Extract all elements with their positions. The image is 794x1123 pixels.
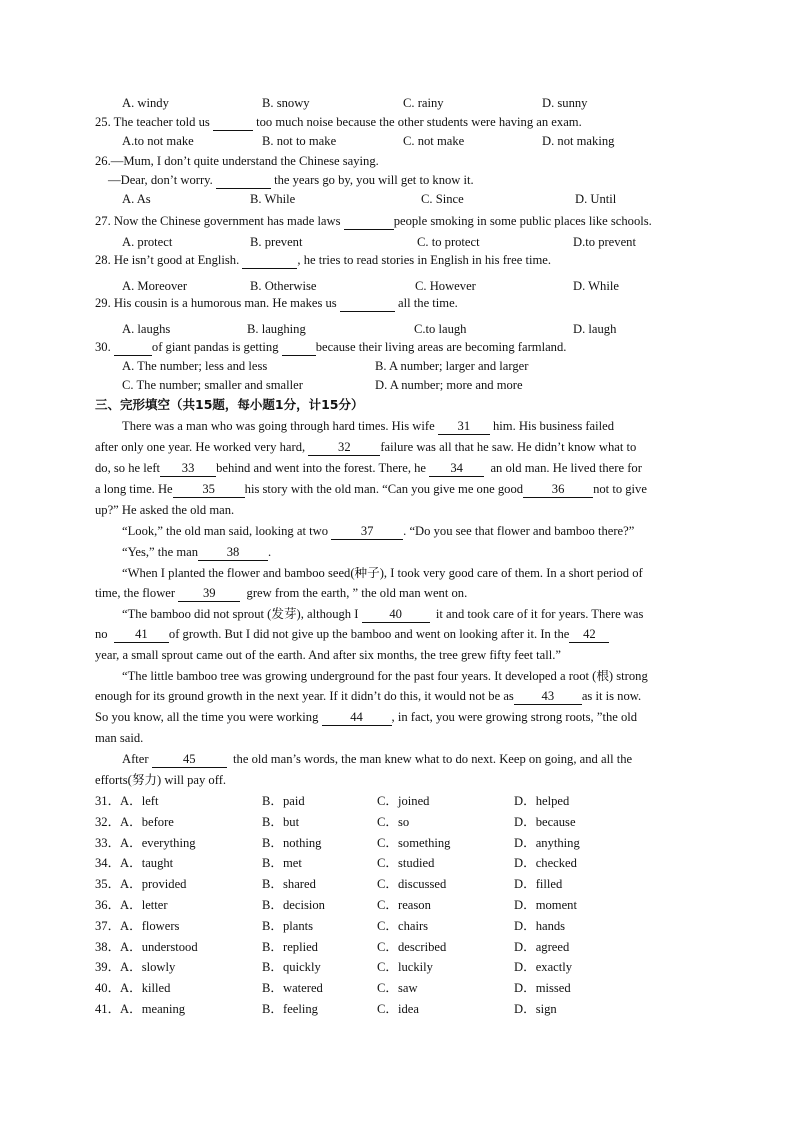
q30-option-a[interactable]: A. The number; less and less	[122, 359, 268, 373]
cloze-option-a[interactable]: A．killed	[120, 981, 171, 996]
passage-text: behind and went into the forest. There, he	[216, 461, 427, 475]
q29-option-d[interactable]: D. laugh	[573, 322, 617, 336]
q26-line2	[108, 174, 474, 189]
cloze-option-b[interactable]: B．shared	[262, 877, 316, 892]
passage-text: his story with the old man. “Can you give me one good	[244, 482, 524, 496]
passage-line-5: up?” He asked the old man.	[95, 503, 235, 517]
cloze-option-a[interactable]: A．before	[120, 814, 174, 829]
cloze-option-a[interactable]: A．left	[120, 794, 159, 808]
q26-stem-pre: —Dear, don’t worry.	[108, 173, 213, 187]
cloze-item-number: 40．	[95, 981, 121, 996]
q30-option-b[interactable]: B. A number; larger and larger	[375, 359, 529, 373]
q26-option-d[interactable]: D. Until	[575, 192, 617, 206]
passage-text: There was a man who was going through hard times. His wife	[122, 419, 435, 433]
blank-43[interactable]: 43	[514, 690, 582, 705]
cloze-option-c[interactable]: C．discussed	[377, 877, 447, 892]
blank-41[interactable]: 41	[114, 628, 169, 643]
cloze-option-d[interactable]: D．hands	[514, 918, 566, 933]
q25-blank[interactable]	[213, 116, 253, 131]
cloze-option-c[interactable]: C．described	[377, 939, 447, 954]
passage-line-6	[122, 525, 634, 540]
cloze-option-a[interactable]: A．letter	[120, 898, 168, 912]
passage-text: “Look,” the old man said, looking at two	[122, 524, 329, 538]
cloze-option-c[interactable]: C．saw	[377, 981, 418, 996]
cloze-option-b[interactable]: B．feeling	[262, 1002, 318, 1016]
cloze-option-d[interactable]: D．checked	[514, 856, 577, 871]
q24-option-c[interactable]: C. rainy	[403, 96, 444, 110]
cloze-option-b[interactable]: B．paid	[262, 794, 305, 808]
cloze-item-number: 33．	[95, 835, 121, 850]
passage-text: So you know, all the time you were working	[95, 710, 319, 724]
cloze-option-d[interactable]: D．exactly	[514, 960, 573, 975]
q24-option-a[interactable]: A. windy	[122, 96, 169, 110]
q25-stem-post: too much noise because the other students were having an exam.	[256, 115, 582, 129]
q28-stem-pre: 28. He isn’t good at English.	[95, 253, 240, 267]
cloze-option-b[interactable]: B．watered	[262, 981, 323, 996]
blank-32[interactable]: 32	[308, 441, 380, 456]
q25-option-d[interactable]: D. not making	[542, 134, 615, 148]
passage-text: . “Do you see that flower and bamboo there?”	[403, 524, 635, 538]
blank-38[interactable]: 38	[198, 546, 268, 561]
cloze-option-b[interactable]: B．replied	[262, 939, 318, 954]
q29-blank[interactable]	[340, 297, 395, 312]
passage-text: enough for its ground growth in the next year. If it didn’t do this, it would not be as	[95, 689, 514, 703]
q26-option-a[interactable]: A. As	[122, 192, 151, 206]
blank-39[interactable]: 39	[178, 587, 240, 602]
passage-text: failure was all that he saw. He didn’t know what to	[380, 440, 637, 454]
q25-stem	[95, 116, 700, 131]
cloze-item-number: 35．	[95, 877, 121, 892]
passage-text: him. His business failed	[493, 419, 615, 433]
q27-stem	[95, 215, 700, 230]
blank-31[interactable]: 31	[438, 420, 490, 435]
cloze-option-c[interactable]: C．something	[377, 835, 451, 850]
q28-option-d[interactable]: D. While	[573, 279, 619, 293]
q30-stem	[95, 341, 700, 356]
q29-option-b[interactable]: B. laughing	[247, 322, 306, 336]
cloze-option-d[interactable]: D．anything	[514, 835, 580, 850]
q29-stem-post: all the time.	[398, 296, 458, 310]
passage-line-9	[95, 587, 467, 602]
passage-line-15	[95, 711, 700, 726]
q28-blank[interactable]	[242, 254, 297, 269]
passage-text: after only one year. He worked very hard,	[95, 440, 306, 454]
cloze-option-b[interactable]: B．but	[262, 814, 300, 829]
q27-option-c[interactable]: C. to protect	[417, 235, 480, 249]
blank-45[interactable]: 45	[152, 753, 227, 768]
cloze-item-number: 37．	[95, 918, 121, 933]
passage-text: not to give	[593, 482, 647, 496]
q30-option-d[interactable]: D. A number; more and more	[375, 378, 523, 392]
q26-line1: 26.—Mum, I don’t quite understand the Chinese saying.	[95, 154, 379, 168]
passage-text: time, the flower	[95, 586, 176, 600]
q24-option-b[interactable]: B. snowy	[262, 96, 310, 110]
q27-option-b[interactable]: B. prevent	[250, 235, 303, 249]
q25-option-c[interactable]: C. not make	[403, 134, 465, 148]
q30-blank-1[interactable]	[114, 341, 152, 356]
passage-text: an old man. He lived there for	[490, 461, 642, 475]
cloze-item-number: 38．	[95, 939, 121, 954]
cloze-item-number: 31．	[95, 794, 121, 808]
passage-line-1	[122, 420, 700, 435]
blank-44[interactable]: 44	[322, 711, 392, 726]
passage-line-13: “The little bamboo tree was growing underground for the past four years. It developed a root (根) strong	[122, 670, 648, 683]
q24-option-d[interactable]: D. sunny	[542, 96, 588, 110]
passage-line-10	[122, 608, 700, 623]
q30-option-c[interactable]: C. The number; smaller and smaller	[122, 378, 303, 392]
cloze-item-number: 36．	[95, 898, 121, 912]
cloze-option-d[interactable]: D．helped	[514, 794, 570, 808]
cloze-option-b[interactable]: B．quickly	[262, 960, 321, 975]
q28-stem	[95, 254, 700, 269]
q28-option-a[interactable]: A. Moreover	[122, 279, 188, 293]
cloze-option-c[interactable]: C．reason	[377, 898, 431, 912]
passage-line-7	[122, 546, 271, 561]
blank-34[interactable]: 34	[429, 462, 484, 477]
cloze-option-d[interactable]: D．filled	[514, 877, 563, 892]
passage-text: it and took care of it for years. There was	[435, 607, 644, 621]
cloze-item-number: 39．	[95, 960, 121, 975]
cloze-option-c[interactable]: C．luckily	[377, 960, 433, 975]
passage-line-18: efforts(努力) will pay off.	[95, 773, 227, 787]
cloze-item-number: 32．	[95, 814, 121, 829]
q28-option-c[interactable]: C. However	[415, 279, 476, 293]
q26-stem-post: the years go by, you will get to know it.	[274, 173, 474, 187]
cloze-option-b[interactable]: B．nothing	[262, 835, 322, 850]
q26-option-c[interactable]: C. Since	[421, 192, 464, 206]
cloze-option-b[interactable]: B．met	[262, 856, 302, 871]
cloze-option-c[interactable]: C．studied	[377, 856, 435, 871]
q30-blank-2[interactable]	[282, 341, 316, 356]
q26-blank[interactable]	[216, 174, 271, 189]
cloze-option-c[interactable]: C．so	[377, 814, 410, 829]
blank-42[interactable]: 42	[569, 628, 609, 643]
passage-text: a long time. He	[95, 482, 173, 496]
cloze-option-d[interactable]: D．missed	[514, 981, 571, 996]
cloze-option-d[interactable]: D．agreed	[514, 939, 570, 954]
passage-line-4	[95, 483, 700, 498]
blank-33[interactable]: 33	[160, 462, 216, 477]
blank-36[interactable]: 36	[523, 483, 593, 498]
q27-option-a[interactable]: A. protect	[122, 235, 173, 249]
cloze-option-a[interactable]: A．understood	[120, 939, 198, 954]
cloze-option-c[interactable]: C．joined	[377, 794, 430, 808]
passage-line-16: man said.	[95, 731, 144, 745]
passage-text: do, so he left	[95, 461, 161, 475]
cloze-option-d[interactable]: D．sign	[514, 1002, 557, 1016]
blank-37[interactable]: 37	[331, 525, 403, 540]
passage-line-11	[95, 628, 700, 643]
cloze-item-number: 34．	[95, 856, 121, 871]
passage-line-2	[95, 441, 700, 456]
cloze-option-a[interactable]: A．provided	[120, 877, 187, 892]
q27-option-d[interactable]: D.to prevent	[573, 235, 636, 249]
q30-stem-mid1: of giant pandas is getting	[151, 340, 279, 354]
q25-stem-pre: 25. The teacher told us	[95, 115, 210, 129]
q25-option-a[interactable]: A.to not make	[122, 134, 194, 148]
cloze-item-number: 41．	[95, 1002, 121, 1016]
q28-stem-post: , he tries to read stories in English in his free time.	[297, 253, 551, 267]
q26-option-b[interactable]: B. While	[250, 192, 296, 206]
q29-stem-pre: 29. His cousin is a humorous man. He makes us	[95, 296, 337, 310]
passage-text: as it is now.	[581, 689, 642, 703]
cloze-option-a[interactable]: A．flowers	[120, 918, 180, 933]
cloze-option-d[interactable]: D．moment	[514, 898, 577, 912]
cloze-option-c[interactable]: C．idea	[377, 1002, 419, 1016]
cloze-option-c[interactable]: C．chairs	[377, 918, 429, 933]
passage-line-8: “When I planted the flower and bamboo seed(种子), I took very good care of them. In a short period of	[122, 567, 643, 580]
passage-text: grew from the earth, ” the old man went on.	[246, 586, 468, 600]
q29-option-a[interactable]: A. laughs	[122, 322, 171, 336]
section-3-title: 三、完形填空（共15题，每小题1分，计15分）	[95, 397, 364, 412]
q29-option-c[interactable]: C.to laugh	[414, 322, 467, 336]
q29-stem	[95, 297, 700, 312]
q30-stem-mid2: because their living areas are becoming farmland.	[315, 340, 567, 354]
q30-number: 30.	[95, 340, 111, 354]
passage-text: “The bamboo did not sprout (发芽), although I	[122, 607, 359, 621]
cloze-option-d[interactable]: D．because	[514, 814, 576, 829]
cloze-option-b[interactable]: B．decision	[262, 898, 325, 912]
passage-text: .	[268, 545, 272, 559]
cloze-option-a[interactable]: A．taught	[120, 856, 174, 871]
passage-text: the old man’s words, the man knew what to do next. Keep on going, and all the	[233, 752, 633, 766]
q28-option-b[interactable]: B. Otherwise	[250, 279, 317, 293]
cloze-option-b[interactable]: B．plants	[262, 918, 314, 933]
cloze-option-a[interactable]: A．meaning	[120, 1002, 186, 1016]
passage-line-14	[95, 690, 700, 705]
cloze-option-a[interactable]: A．everything	[120, 835, 196, 850]
passage-text: “Yes,” the man	[122, 545, 199, 559]
q27-stem-pre: 27. Now the Chinese government has made laws	[95, 214, 341, 228]
blank-40[interactable]: 40	[362, 608, 430, 623]
q25-option-b[interactable]: B. not to make	[262, 134, 337, 148]
passage-text: of growth. But I did not give up the bamboo and went on looking after it. In the	[168, 627, 570, 641]
passage-line-17	[122, 753, 700, 768]
passage-line-12: year, a small sprout came out of the earth. And after six months, the tree grew fifty feet tall.”	[95, 649, 561, 662]
blank-35[interactable]: 35	[173, 483, 245, 498]
passage-text: After	[122, 752, 149, 766]
passage-text: no	[95, 627, 108, 641]
q27-blank[interactable]	[344, 215, 394, 230]
passage-line-3	[95, 462, 700, 477]
passage-text: , in fact, you were growing strong roots, ”the old	[391, 710, 638, 724]
cloze-option-a[interactable]: A．slowly	[120, 960, 176, 975]
q27-stem-post: people smoking in some public places like schools.	[393, 214, 652, 228]
